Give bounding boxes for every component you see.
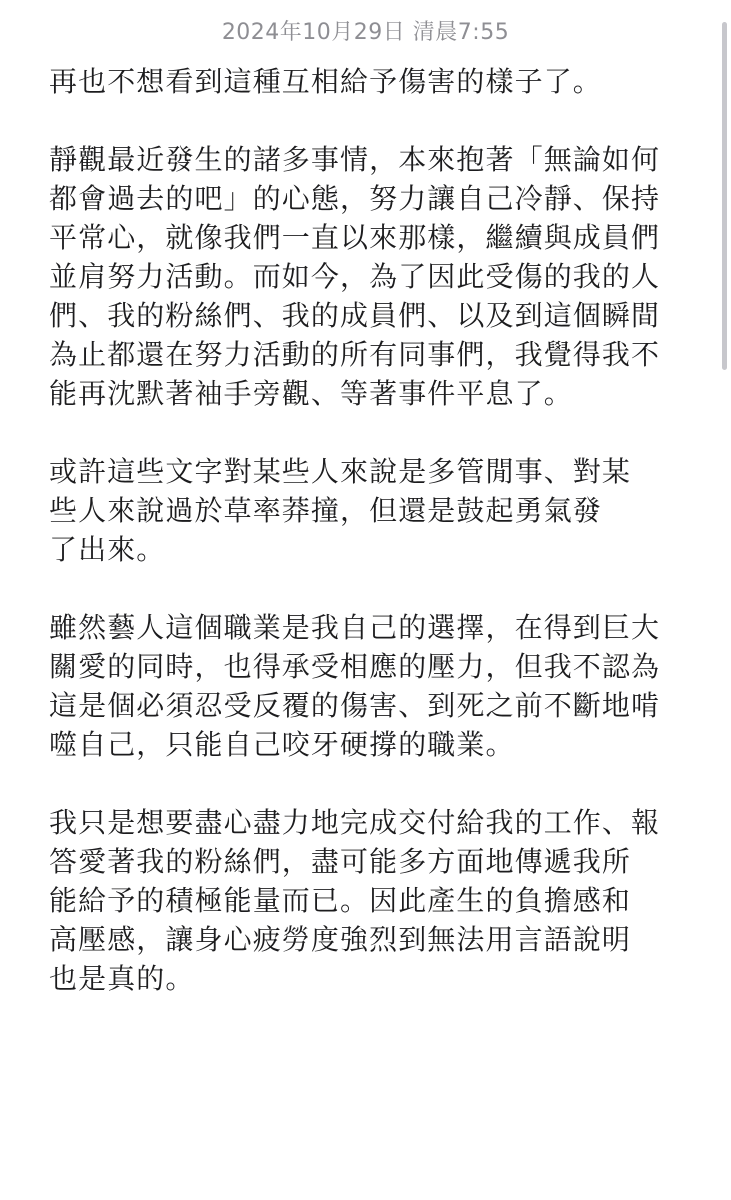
- text-line: 能給予的積極能量而已。因此產生的負擔感和: [49, 884, 632, 917]
- text-line: 們、我的粉絲們、我的成員們、以及到這個瞬間: [49, 299, 661, 332]
- text-line: 都會過去的吧」的心態，努力讓自己冷靜、保持: [49, 182, 661, 215]
- text-line: 了出來。: [49, 533, 166, 566]
- text-line: 關愛的同時，也得承受相應的壓力，但我不認為: [49, 650, 661, 683]
- text-line: 這是個必須忍受反覆的傷害、到死之前不斷地啃: [49, 689, 661, 722]
- paragraph-1: [49, 62, 689, 101]
- scrollbar-thumb[interactable]: [722, 22, 727, 370]
- paragraph-4: [49, 608, 689, 764]
- note-timestamp: 2024年10月29日 清晨7:55: [221, 20, 510, 45]
- text-line: 為止都還在努力活動的所有同事們，我覺得我不: [49, 338, 661, 371]
- text-line: 噬自己，只能自己咬牙硬撐的職業。: [49, 728, 515, 761]
- text-line: 再也不想看到這種互相給予傷害的樣子了。: [49, 65, 602, 98]
- paragraph-3: [49, 452, 689, 569]
- text-line: 高壓感，讓身心疲勞度強烈到無法用言語說明: [49, 923, 632, 956]
- text-line: 我只是想要盡心盡力地完成交付給我的工作、報: [49, 806, 661, 839]
- text-line: 或許這些文字對某些人來說是多管閒事、對某: [49, 455, 632, 488]
- text-line: 並肩努力活動。而如今，為了因此受傷的我的人: [49, 260, 661, 293]
- text-line: 些人來說過於草率莽撞，但還是鼓起勇氣發: [49, 494, 602, 527]
- text-line: 能再沈默著袖手旁觀、等著事件平息了。: [49, 377, 573, 410]
- text-line: 也是真的。: [49, 962, 195, 995]
- text-line: 靜觀最近發生的諸多事情，本來抱著「無論如何: [49, 143, 661, 176]
- note-body[interactable]: [49, 62, 689, 998]
- paragraph-5: [49, 803, 689, 998]
- paragraph-2: [49, 140, 689, 413]
- text-line: 雖然藝人這個職業是我自己的選擇，在得到巨大: [49, 611, 661, 644]
- text-line: 平常心，就像我們一直以來那樣，繼續與成員們: [49, 221, 661, 254]
- text-line: 答愛著我的粉絲們，盡可能多方面地傳遞我所: [49, 845, 632, 878]
